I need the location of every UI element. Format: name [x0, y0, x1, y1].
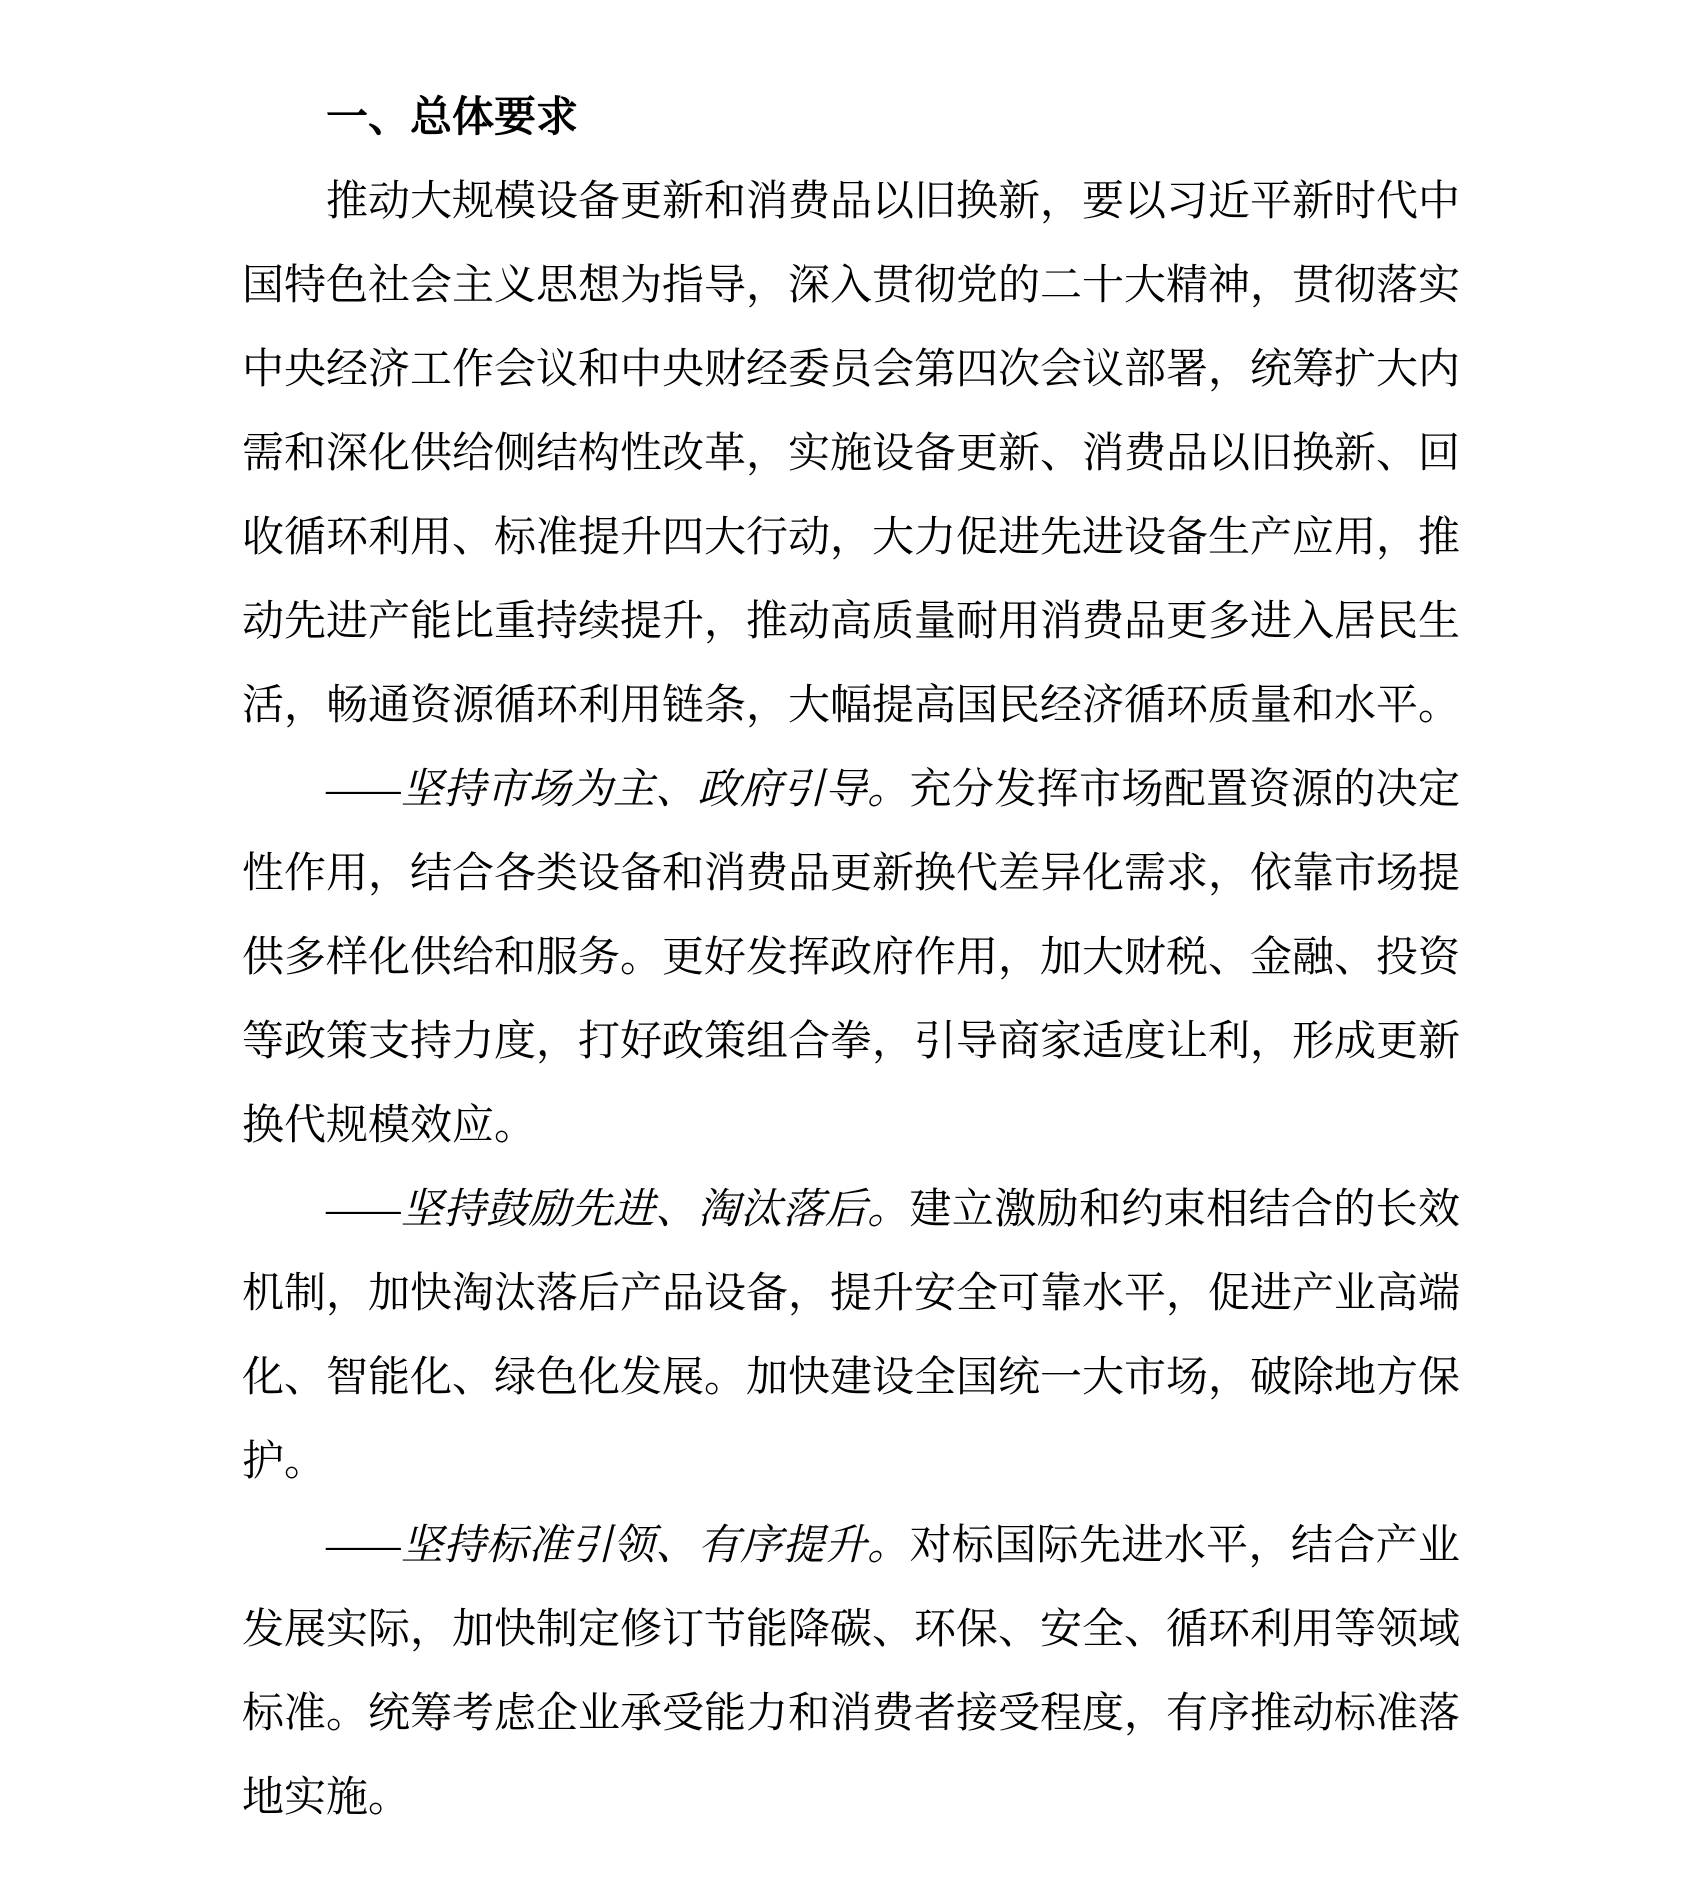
- principle-paragraph-standards: [242, 1504, 1460, 1840]
- principle-lead-advanced: ——坚持鼓励先进、淘汰落后。: [326, 1187, 910, 1233]
- document-body: [242, 76, 1460, 1840]
- principle-paragraph-advanced: [242, 1168, 1460, 1504]
- principle-text-advanced: 建立激励和约束相结合的长效机制，加快淘汰落后产品设备，提升安全可靠水平，促进产业高端化、智能化、绿色化发展。加快建设全国统一大市场，破除地方保护。: [242, 1187, 1461, 1485]
- principle-paragraph-market: [242, 748, 1460, 1168]
- intro-paragraph: [242, 160, 1460, 748]
- intro-paragraph-text: 推动大规模设备更新和消费品以旧换新，要以习近平新时代中国特色社会主义思想为指导，深入贯彻党的二十大精神，贯彻落实中央经济工作会议和中央财经委员会第四次会议部署，统筹扩大内需和深化供给侧结构性改革，实施设备更新、消费品以旧换新、回收循环利用、标准提升四大行动，大力促进先进设备生产应用，推动先进产能比重持续提升，推动高质量耐用消费品更多进入居民生活，畅通资源循环利用链条，大幅提高国民经济循环质量和水平。: [242, 179, 1461, 729]
- section-heading: 一、总体要求: [326, 95, 579, 141]
- principle-text-standards: 对标国际先进水平，结合产业发展实际，加快制定修订节能降碳、环保、安全、循环利用等领域标准。统筹考虑企业承受能力和消费者接受程度，有序推动标准落地实施。: [242, 1523, 1461, 1821]
- principle-lead-market: ——坚持市场为主、政府引导。: [326, 767, 910, 813]
- principle-lead-standards: ——坚持标准引领、有序提升。: [326, 1523, 910, 1569]
- principle-text-market: 充分发挥市场配置资源的决定性作用，结合各类设备和消费品更新换代差异化需求，依靠市场提供多样化供给和服务。更好发挥政府作用，加大财税、金融、投资等政策支持力度，打好政策组合拳，引导商家适度让利，形成更新换代规模效应。: [242, 767, 1461, 1149]
